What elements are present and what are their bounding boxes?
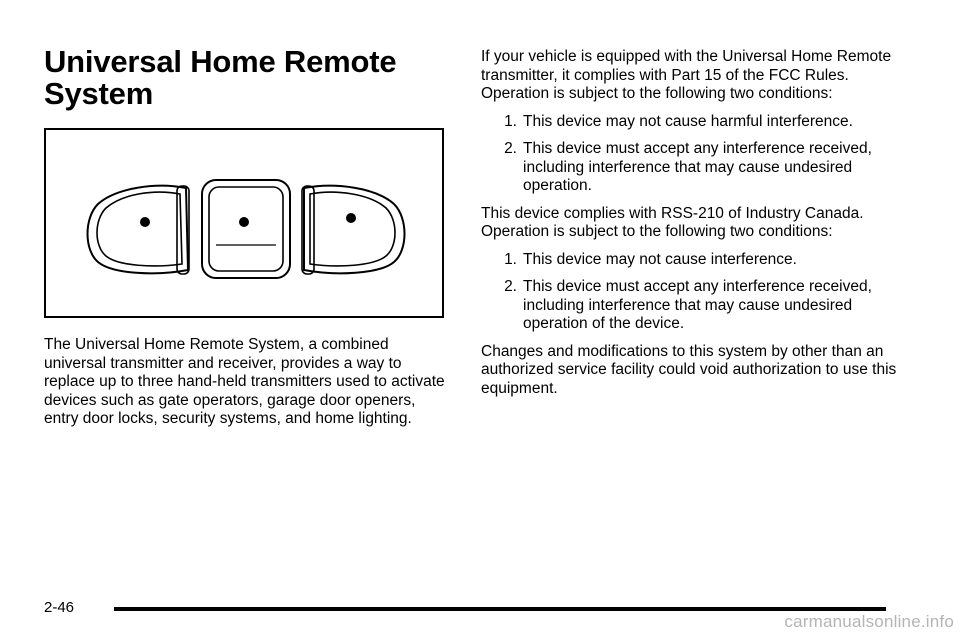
list-item xyxy=(481,251,901,270)
page-number: 2-46 xyxy=(44,598,75,616)
right-column xyxy=(481,48,901,407)
left-paragraph: The Universal Home Remote System, a combined universal transmitter and receiver, provides a way to replace up to three hand-held transmitters used to activate devices such as gate operators, garage door openers, entry door locks, security systems, and home lighting. xyxy=(44,336,445,427)
list-item xyxy=(481,278,901,334)
list-item xyxy=(481,140,901,196)
list-item-text: This device must accept any interference received, including interference that may cause undesired operation of the device. xyxy=(523,278,872,332)
section-title xyxy=(44,46,448,110)
universal-home-remote-buttons-icon xyxy=(46,130,442,316)
fcc-conditions-list xyxy=(481,113,901,196)
list-item-text: This device may not cause harmful interference. xyxy=(523,112,853,130)
list-item xyxy=(481,113,901,132)
list-item-text: This device must accept any interference received, including interference that may cause undesired operation. xyxy=(523,140,872,194)
canada-intro: This device complies with RSS-210 of Industry Canada. Operation is subject to the following two conditions: xyxy=(481,204,864,240)
left-column xyxy=(44,46,448,429)
closing-paragraph: Changes and modifications to this system by other than an authorized service facility could void authorization to use this equipment. xyxy=(481,342,897,397)
list-item-number: 2. xyxy=(504,278,517,295)
watermark: carmanualsonline.info xyxy=(784,612,954,631)
remote-button-2 xyxy=(202,180,290,278)
remote-button-1 xyxy=(88,186,190,274)
canada-conditions-list xyxy=(481,251,901,334)
list-item-number: 1. xyxy=(504,250,517,268)
remote-button-3 xyxy=(302,186,405,274)
fcc-intro: If your vehicle is equipped with the Universal Home Remote transmitter, it complies with Part 15 of the FCC Rules. Operation is subject to the following two conditions: xyxy=(481,48,892,102)
list-item-number: 2. xyxy=(504,140,517,157)
list-item-number: 1. xyxy=(504,112,517,130)
footer-rule xyxy=(114,607,886,611)
section-title-line1: Universal Home Remote xyxy=(44,44,397,79)
section-title-line2: System xyxy=(44,76,154,111)
remote-buttons-figure xyxy=(44,128,444,318)
page-footer xyxy=(44,596,886,618)
list-item-text: This device may not cause interference. xyxy=(523,250,797,268)
